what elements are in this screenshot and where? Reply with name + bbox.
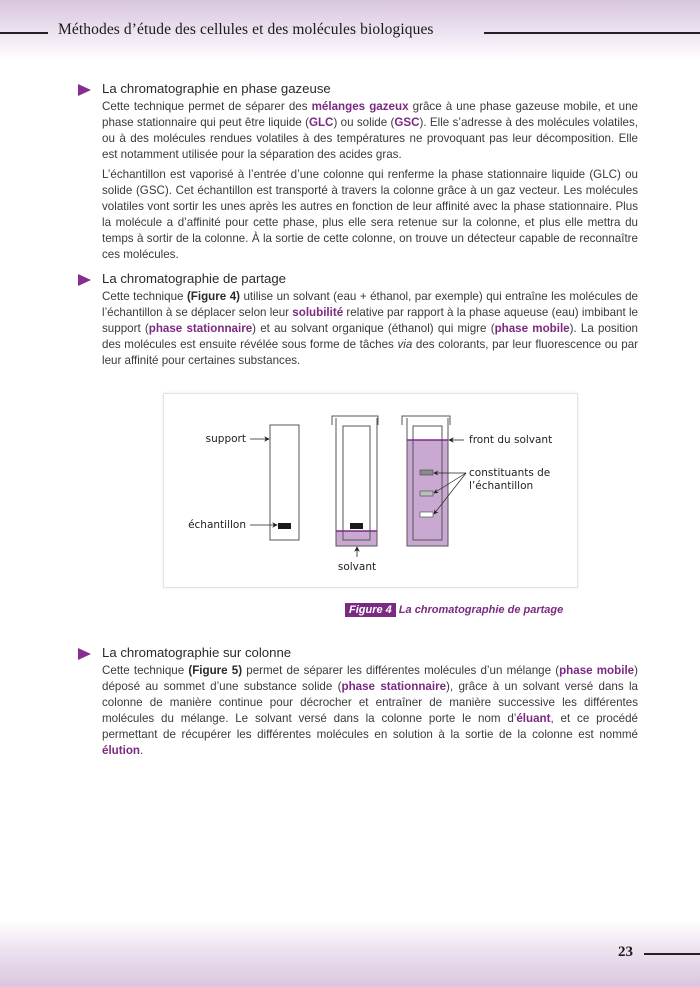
- partition-chromatography-diagram: [164, 394, 577, 587]
- sample-spot: [278, 523, 291, 529]
- section-partition-chromatography: [78, 271, 638, 369]
- label-constituents-2: l’échantillon: [469, 480, 534, 492]
- bullet-arrow-icon: [78, 84, 91, 96]
- constituent-spot: [420, 470, 433, 475]
- support-strip: [270, 425, 299, 540]
- section-gas-chromatography: [78, 81, 638, 263]
- section-heading-text: La chromatographie de partage: [102, 271, 287, 286]
- bullet-arrow-icon: [78, 648, 91, 660]
- section-heading-text: La chromatographie sur colonne: [102, 645, 292, 660]
- label-solvent: solvant: [337, 561, 377, 573]
- solvent-fill: [336, 531, 377, 546]
- paragraph: L’échantillon est vaporisé à l’entrée d’une colonne qui renferme la phase stationnaire liquide (GLC) ou solide (GSC). Cet échantillon est transporté à travers la colonne grâce à un gaz vecteur. Les molécules volatiles vont sortir les unes après les autres en fonction de leur affinité avec la phase stationnaire. Plus la molécule a d’affinité pour cette phase, plus elle sera retenue sur la colonne, et plus elle mettra du temps à sortir de la colonne. À la sortie de cette colonne, on trouve un détecteur capable de reconnaître ces molécules.: [102, 168, 638, 261]
- page-number: 23: [618, 944, 633, 960]
- section-column-chromatography: [78, 645, 638, 759]
- label-solvent-front: front du solvant: [469, 434, 553, 446]
- section-heading-text: La chromatographie en phase gazeuse: [102, 81, 331, 96]
- header-rule-right: [484, 32, 700, 34]
- running-header: [0, 20, 700, 44]
- label-support: support: [205, 433, 246, 445]
- figure-caption: [345, 604, 563, 616]
- constituent-spot: [420, 512, 433, 517]
- section-heading: [78, 645, 638, 663]
- figure-number: Figure 4: [345, 603, 396, 617]
- paragraph: Cette technique (Figure 4) utilise un solvant (eau + éthanol, par exemple) qui entraîne les molécules de l’échantillon à se déplacer selon leur solubilité relative par rapport à la phase aqueuse (eau) imbibant le support (phase stationnaire) et au solvant organique (éthanol) qui migre (phase mobile). La position des molécules est ensuite révélée sous forme de tâches via des colorants, par leur fluorescence ou par leur affinité pour certaines substances.: [102, 290, 638, 367]
- section-heading: [78, 271, 638, 289]
- footer-band: [0, 920, 700, 987]
- figure-title: La chromatographie de partage: [398, 604, 564, 616]
- header-rule-left: [0, 32, 48, 34]
- paragraph: Cette technique permet de séparer des mélanges gazeux grâce à une phase gazeuse mobile, et une phase stationnaire qui peut être liquide (GLC) ou solide (GSC). Elle s’adresse à des molécules volatiles, ou à des molécules rendues volatiles à des températures ne provoquant pas leur décomposition. Elle est notamment utilisée pour la séparation des acides gras.: [102, 100, 639, 161]
- label-constituents: constituants de: [469, 467, 551, 479]
- label-sample: échantillon: [188, 519, 246, 531]
- footer-rule: [644, 953, 700, 955]
- constituent-spot: [420, 491, 433, 496]
- paragraph: Cette technique (Figure 5) permet de séparer les différentes molécules d’un mélange (phase mobile) déposé au sommet d’une substance solide (phase stationnaire), grâce à un solvant versé dans la colonne de manière continue pour décrocher et entraîner de manière successive les différentes molécules du mélange. Le solvant versé dans la colonne porte le nom d’éluant, et ce procédé permettant de récupérer les différentes molécules en solution à la sortie de la colonne est nommé élution.: [102, 664, 638, 757]
- chapter-title: Méthodes d’étude des cellules et des molécules biologiques: [58, 21, 434, 38]
- bullet-arrow-icon: [78, 274, 91, 286]
- section-heading: [78, 81, 638, 99]
- figure-4: [163, 393, 578, 588]
- sample-spot: [350, 523, 363, 529]
